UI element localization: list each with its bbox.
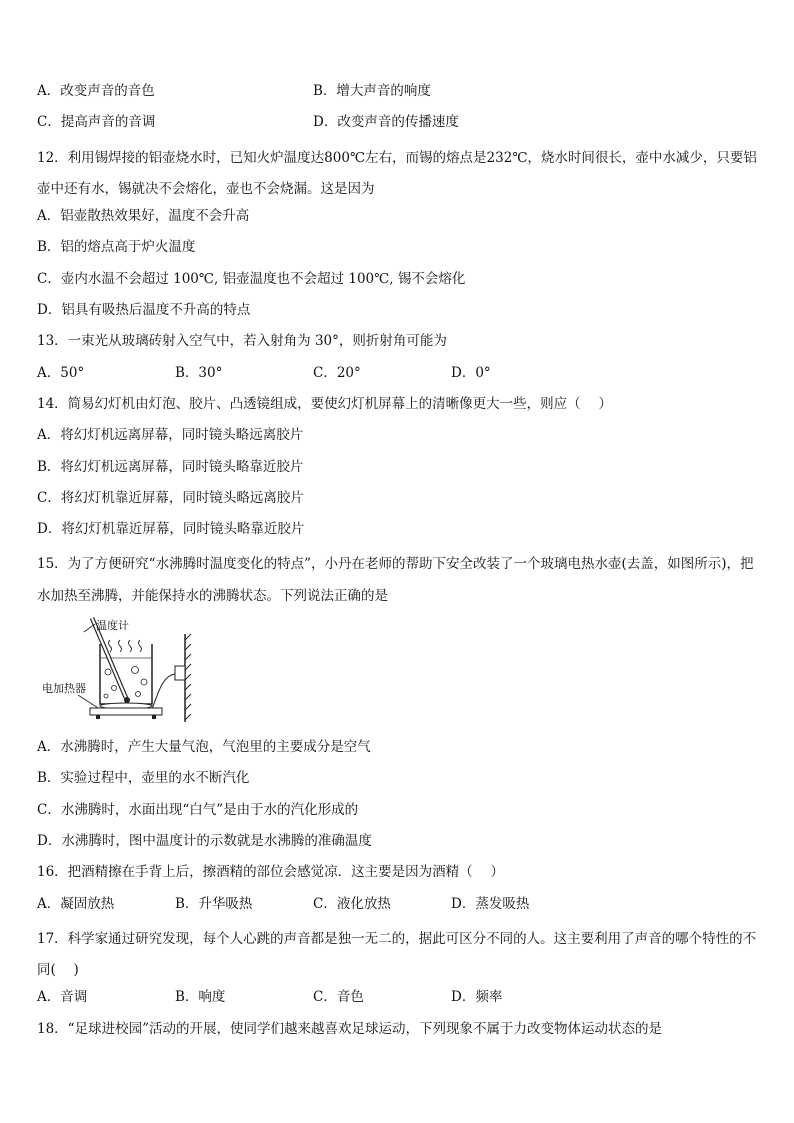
q15-option-b[interactable]: B．实验过程中，壶里的水不断汽化 <box>37 770 250 787</box>
q13-options <box>37 362 762 393</box>
q11-option-d[interactable]: D．改变声音的传播速度 <box>313 114 459 131</box>
q13-option-d[interactable]: D．0° <box>451 364 491 381</box>
q11-option-c[interactable]: C．提高声音的音调 <box>37 114 156 131</box>
q14-option-d[interactable]: D．将幻灯机靠近屏幕，同时镜头略靠近胶片 <box>37 521 305 538</box>
q12-stem: 12．利用锡焊接的铝壶烧水时，已知火炉温度达800℃左右，而锡的熔点是232℃，烧水时间很长，壶中水减少，只要铝壶中还有水，锡就决不会熔化，壶也不会烧漏。这是因为 <box>37 149 757 197</box>
q16-option-c[interactable]: C．液化放热 <box>313 895 391 912</box>
q17-option-c[interactable]: C．音色 <box>313 989 364 1006</box>
q11-option-a[interactable]: A．改变声音的音色 <box>37 83 155 99</box>
q18-stem: 18．“足球进校园”活动的开展，使同学们越来越喜欢足球运动，下列现象不属于力改变物体运动状态的是 <box>37 1020 662 1037</box>
thermometer-label: 温度计 <box>96 619 129 633</box>
q12-option-d[interactable]: D．铝具有吸热后温度不升高的特点 <box>37 302 251 319</box>
q13-stem: 13．一束光从玻璃砖射入空气中，若入射角为 30°，则折射角可能为 <box>37 333 447 350</box>
q14-option-b[interactable]: B．将幻灯机远离屏幕，同时镜头略靠近胶片 <box>37 458 304 475</box>
q15-option-d[interactable]: D．水沸腾时，图中温度计的示数就是水沸腾的准确温度 <box>37 832 372 849</box>
q13-option-c[interactable]: C．20° <box>313 364 361 381</box>
q13-option-a[interactable]: A．50° <box>37 364 85 381</box>
q17-stem: 17．科学家通过研究发现，每个人心跳的声音都是独一无二的，据此可区分不同的人。这主要利用了声音的哪个特性的不同( ) <box>37 930 757 979</box>
q14-option-a[interactable]: A．将幻灯机远离屏幕，同时镜头略远离胶片 <box>37 427 304 444</box>
q17-options <box>37 986 762 1017</box>
q15-option-a[interactable]: A．水沸腾时，产生大量气泡，气泡里的主要成分是空气 <box>37 739 371 756</box>
exam-page <box>37 80 762 1049</box>
q17-option-b[interactable]: B．响度 <box>175 989 226 1006</box>
q16-stem: 16．把酒精擦在手背上后，擦酒精的部位会感觉凉．这主要是因为酒精（ ） <box>37 864 504 881</box>
q16-options <box>37 893 762 924</box>
kettle-boiling-figure <box>40 614 205 730</box>
q15-option-c[interactable]: C．水沸腾时，水面出现“白气”是由于水的汽化形成的 <box>37 801 359 818</box>
q12-option-b[interactable]: B．铝的熔点高于炉火温度 <box>37 239 196 256</box>
q16-option-d[interactable]: D．蒸发吸热 <box>451 895 530 912</box>
q11-options-row1 <box>37 80 762 111</box>
q15-stem: 15．为了方便研究“水沸腾时温度变化的特点”，小丹在老师的帮助下安全改装了一个玻璃电热水壶(去盖，如图所示)，把水加热至沸腾，并能保持水的沸腾状态。下列说法正确的是 <box>37 556 754 604</box>
q17-option-d[interactable]: D．频率 <box>451 989 503 1006</box>
q16-option-b[interactable]: B．升华吸热 <box>175 895 253 912</box>
q11-option-b[interactable]: B．增大声音的响度 <box>313 83 431 99</box>
q14-stem: 14．简易幻灯机由灯泡、胶片、凸透镜组成，要使幻灯机屏幕上的清晰像更大一些，则应（ ） <box>37 395 612 412</box>
q11-options-row2 <box>37 111 762 142</box>
q12-option-a[interactable]: A．铝壶散热效果好，温度不会升高 <box>37 208 250 225</box>
q16-option-a[interactable]: A．凝固放热 <box>37 895 115 912</box>
q14-option-c[interactable]: C．将幻灯机靠近屏幕，同时镜头略远离胶片 <box>37 489 304 506</box>
heater-label: 电加热器 <box>42 682 86 696</box>
q12-option-c[interactable]: C．壶内水温不会超过 100℃, 铝壶温度也不会超过 100℃, 锡不会熔化 <box>37 270 466 287</box>
q13-option-b[interactable]: B．30° <box>175 364 223 381</box>
q17-option-a[interactable]: A．音调 <box>37 989 88 1006</box>
